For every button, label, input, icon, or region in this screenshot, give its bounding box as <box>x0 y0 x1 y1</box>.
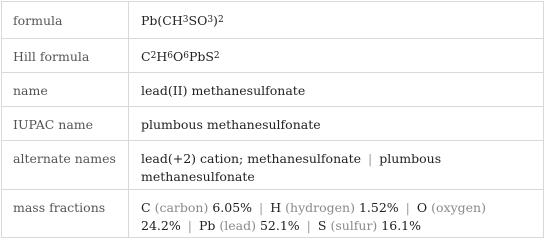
formula-part: Pb(CH <box>141 12 183 28</box>
mass-symbol: C <box>141 200 151 215</box>
mass-percent: 52.1% <box>259 218 300 233</box>
alternate-names-label: alternate names <box>2 141 129 190</box>
separator: | <box>368 151 373 166</box>
mass-fractions-label: mass fractions <box>2 190 129 237</box>
separator: | <box>259 200 264 215</box>
mass-element: (carbon) <box>154 200 209 215</box>
alternate-name: methanesulfonate <box>141 169 255 184</box>
hill-part: H <box>156 48 168 64</box>
hill-formula-row <box>2 38 543 73</box>
formula-row <box>2 2 543 38</box>
properties-table <box>1 1 544 238</box>
mass-element: (sulfur) <box>330 218 378 233</box>
formula-label: formula <box>2 2 129 38</box>
mass-symbol: H <box>270 200 282 215</box>
formula-value: Pb(CH 3 SO 3 ) 2 <box>141 12 224 28</box>
mass-percent: 6.05% <box>212 200 253 215</box>
hill-part: PbS <box>188 48 214 64</box>
mass-symbol: S <box>317 218 327 233</box>
hill-part: C <box>141 48 151 64</box>
iupac-row <box>2 106 543 141</box>
formula-part: ) <box>213 12 218 28</box>
mass-symbol: O <box>416 200 428 215</box>
hill-formula-value: C 2 H 6 O 6 PbS 2 <box>141 48 220 64</box>
separator: | <box>405 200 410 215</box>
hill-formula-label: Hill formula <box>2 39 129 73</box>
name-row <box>2 72 543 107</box>
mass-element: (lead) <box>219 218 256 233</box>
alternate-name: plumbous <box>379 151 442 166</box>
mass-element: (hydrogen) <box>285 200 355 215</box>
mass-fractions-value <box>130 190 543 237</box>
name-label: name <box>2 73 129 107</box>
separator: | <box>187 218 192 233</box>
alternate-name: lead(+2) cation; methanesulfonate <box>141 151 362 166</box>
mass-percent: 24.2% <box>141 218 181 233</box>
name-value: lead(II) methanesulfonate <box>141 82 306 98</box>
alternate-names-value <box>130 141 543 190</box>
mass-symbol: Pb <box>198 218 216 233</box>
separator: | <box>306 218 311 233</box>
mass-fractions-row <box>2 189 543 237</box>
iupac-label: IUPAC name <box>2 107 129 141</box>
iupac-value: plumbous methanesulfonate <box>141 116 321 132</box>
mass-element: (oxygen) <box>431 200 486 215</box>
hill-part: O <box>172 48 184 64</box>
mass-percent: 16.1% <box>381 218 422 233</box>
alternate-names-row <box>2 140 543 190</box>
mass-percent: 1.52% <box>358 200 399 215</box>
formula-part: SO <box>188 12 208 28</box>
